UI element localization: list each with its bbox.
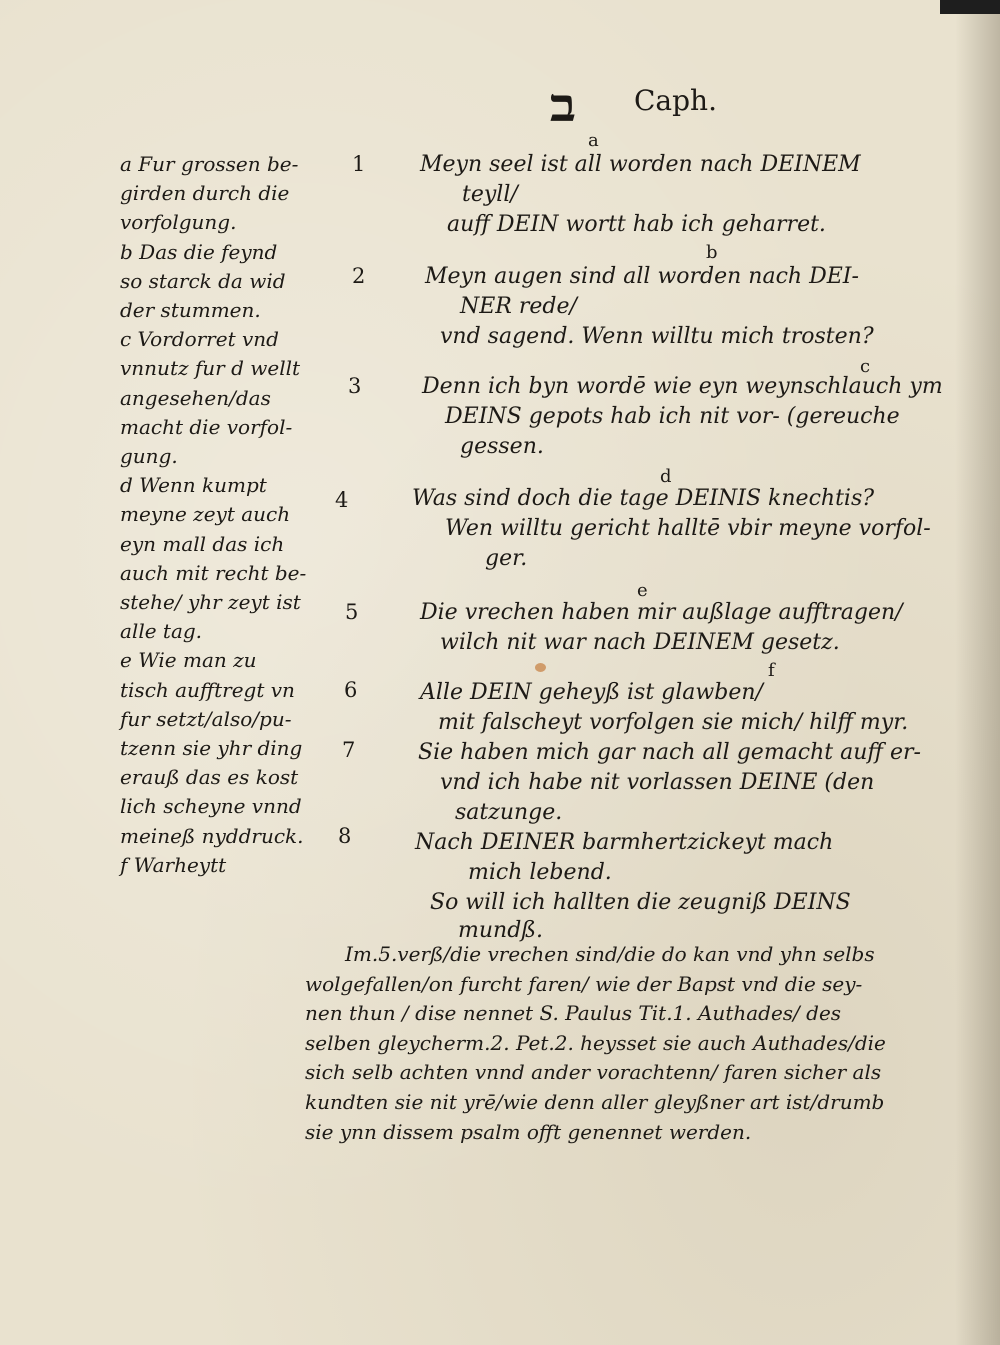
commentary-note	[305, 940, 920, 1147]
note-line: sie ynn dissem psalm offt genennet werden.	[305, 1119, 752, 1144]
verse-6-line: Alle DEIN geheyß ist glawben/	[420, 680, 763, 705]
gloss-line: fur setzt/also/pu-	[120, 706, 292, 731]
gloss-line: alle tag.	[120, 619, 203, 644]
verse-2-line: Meyn augen sind all worden nach DEI-	[425, 264, 859, 289]
note-line: wolgefallen/on furcht faren/ wie der Bapst vnd die sey-	[305, 971, 863, 996]
verse-3-line: DEINS gepots hab ich nit vor- (gereuche	[445, 404, 900, 429]
verse-number: 4	[335, 488, 349, 512]
gloss-line: meineß nyddruck.	[120, 823, 304, 848]
verse-5-line: wilch nit war nach DEINEM gesetz.	[440, 630, 840, 655]
verse-8-line: So will ich hallten die zeugniß DEINS	[430, 890, 851, 915]
verse-1-line: auff DEIN wortt hab ich geharret.	[447, 212, 826, 237]
gloss-line: girden durch die	[120, 181, 290, 206]
gloss-line: eyn mall das ich	[120, 531, 285, 556]
verse-number: 7	[342, 738, 356, 762]
verse-8-line: mundß.	[458, 918, 543, 943]
note-line: Im.5.verß/die vrechen sind/die do kan vnd yhn selbs	[345, 942, 875, 966]
gloss-line: c Vordorret vnd	[120, 327, 279, 352]
gloss-line: macht die vorfol-	[120, 414, 293, 439]
verse-1-line: teyll/	[462, 182, 518, 207]
verse-4-line: ger.	[485, 546, 528, 571]
gloss-marker: b	[706, 242, 718, 263]
note-line: selben gleycherm.2. Pet.2. heysset sie auch Authades/die	[305, 1030, 886, 1055]
note-line: kundten sie nit yrē/wie denn aller gleyßner art ist/drumb	[305, 1089, 885, 1114]
gloss-line: so starck da wid	[120, 268, 286, 293]
gloss-line: d Wenn kumpt	[120, 473, 267, 498]
verse-number: 8	[338, 824, 352, 848]
gloss-line: der stummen.	[120, 298, 261, 323]
chapter-heading: Caph.	[634, 84, 717, 117]
verse-8-line: mich lebend.	[468, 860, 612, 885]
gloss-marker: c	[860, 356, 871, 377]
verse-3-line: gessen.	[460, 434, 544, 459]
gloss-line: lich scheyne vnnd	[120, 794, 302, 819]
gloss-line: stehe/ yhr zeyt ist	[120, 590, 301, 615]
gloss-line: vnnutz fur d wellt	[120, 356, 301, 381]
verse-number: 6	[344, 678, 358, 702]
verse-7-line: vnd ich habe nit vorlassen DEINE (den	[440, 770, 875, 795]
gloss-line: e Wie man zu	[120, 648, 257, 673]
verse-6-line: mit falscheyt vorfolgen sie mich/ hilff myr.	[438, 710, 909, 735]
gloss-marker: a	[588, 130, 599, 151]
gloss-line: tisch aufftregt vn	[120, 677, 295, 702]
gloss-marker: e	[637, 580, 648, 601]
verse-number: 5	[345, 600, 359, 624]
verse-number: 1	[352, 152, 366, 176]
verse-number: 2	[352, 264, 366, 288]
hebrew-letter-heading: ב	[549, 78, 577, 132]
verse-7-line: satzunge.	[455, 800, 563, 825]
gloss-line: meyne zeyt auch	[120, 502, 291, 527]
page-edge-shadow	[955, 0, 1000, 1345]
verse-5-line: Die vrechen haben mir außlage aufftragen/	[420, 600, 903, 625]
gloss-line: tzenn sie yhr ding	[120, 736, 303, 761]
marginal-gloss	[120, 150, 325, 880]
gloss-marker: f	[768, 660, 775, 681]
note-line: sich selb achten vnnd ander vorachtenn/ faren sicher als	[305, 1060, 882, 1085]
verse-2-line: vnd sagend. Wenn willtu mich trosten?	[440, 324, 874, 349]
verse-2-line: NER rede/	[460, 294, 577, 319]
gloss-line: auch mit recht be-	[120, 560, 307, 585]
gloss-line: b Das die feynd	[120, 239, 278, 264]
gloss-line: a Fur grossen be-	[120, 152, 299, 176]
paper-stain	[535, 663, 546, 672]
gloss-line: f Warheytt	[120, 852, 227, 877]
gloss-line: gung.	[120, 444, 178, 469]
gloss-marker: d	[660, 466, 672, 487]
gloss-line: vorfolgung.	[120, 210, 237, 235]
note-line: nen thun / dise nennet S. Paulus Tit.1. Authades/ des	[305, 1001, 842, 1026]
scan-corner	[940, 0, 1000, 14]
gloss-line: angesehen/das	[120, 385, 271, 410]
gloss-line: erauß das es kost	[120, 765, 299, 790]
verse-number: 3	[348, 374, 362, 398]
verse-3-line: Denn ich byn wordē wie eyn weynschlauch ym	[422, 374, 943, 399]
verse-4-line: Wen willtu gericht halltē vbir meyne vorfol-	[445, 516, 931, 541]
verse-7-line: Sie haben mich gar nach all gemacht auff er-	[418, 740, 921, 765]
verse-4-line: Was sind doch die tage DEINIS knechtis?	[412, 486, 875, 511]
verse-1-line: Meyn seel ist all worden nach DEINEM	[420, 152, 861, 177]
verse-8-line: Nach DEINER barmhertzickeyt mach	[415, 830, 834, 855]
